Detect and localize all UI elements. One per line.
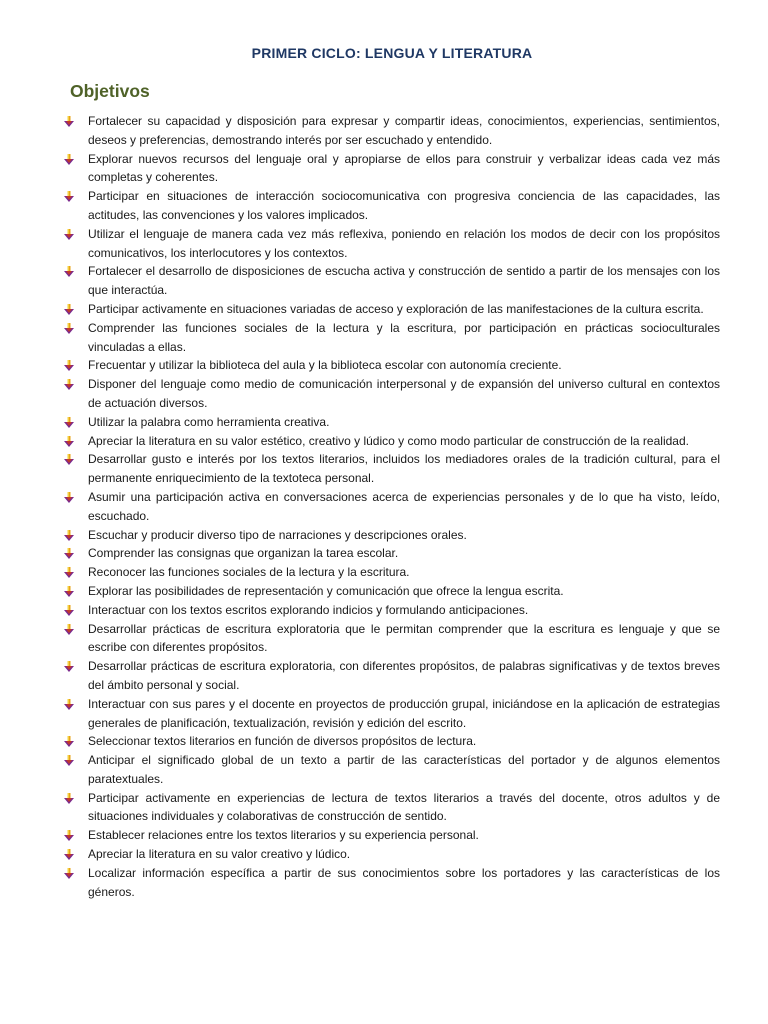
arrow-bullet-icon	[64, 266, 74, 277]
objective-text: Frecuentar y utilizar la biblioteca del aula y la biblioteca escolar con autonomía creciente.	[88, 358, 562, 373]
objective-text: Desarrollar gusto e interés por los textos literarios, incluidos los mediadores orales de la tradición cultural, para el permanente enriquecimiento de la textoteca personal.	[88, 452, 720, 486]
list-item	[64, 751, 720, 789]
objective-text: Apreciar la literatura en su valor estético, creativo y lúdico y como modo particular de construcción de la realidad.	[88, 433, 689, 448]
objective-text: Apreciar la literatura en su valor creativo y lúdico.	[88, 847, 351, 862]
objective-text: Reconocer las funciones sociales de la lectura y la escritura.	[88, 565, 410, 580]
arrow-bullet-icon	[64, 567, 74, 578]
list-item	[64, 695, 720, 733]
arrow-bullet-icon	[64, 323, 74, 334]
objective-text: Establecer relaciones entre los textos literarios y su experiencia personal.	[88, 828, 479, 843]
arrow-bullet-icon	[64, 360, 74, 371]
objective-text: Explorar nuevos recursos del lenguaje oral y apropiarse de ellos para construir y verbalizar ideas cada vez más completas y coherentes.	[88, 151, 720, 185]
objective-text: Asumir una participación activa en conversaciones acerca de experiencias personales y de lo que ha visto, leído, escuchado.	[88, 489, 720, 523]
objective-text: Participar activamente en situaciones variadas de acceso y exploración de las manifestaciones de la cultura escrita.	[88, 301, 704, 316]
objectives-list	[64, 112, 720, 901]
list-item	[64, 356, 720, 375]
arrow-bullet-icon	[64, 849, 74, 860]
arrow-bullet-icon	[64, 530, 74, 541]
arrow-bullet-icon	[64, 624, 74, 635]
list-item	[64, 582, 720, 601]
list-item	[64, 657, 720, 695]
objective-text: Participar activamente en experiencias de lectura de textos literarios a través del docente, otros adultos y de situaciones individuales y colaborativas de construcción de sentido.	[88, 790, 720, 824]
objective-text: Interactuar con los textos escritos explorando indicios y formulando anticipaciones.	[88, 602, 529, 617]
objective-text: Fortalecer su capacidad y disposición para expresar y compartir ideas, conocimientos, experiencias, sentimientos, deseos y preferencias, demostrando interés por ser escuchado y entendido.	[88, 114, 720, 147]
arrow-bullet-icon	[64, 154, 74, 165]
arrow-bullet-icon	[64, 379, 74, 390]
arrow-bullet-icon	[64, 793, 74, 804]
arrow-bullet-icon	[64, 699, 74, 710]
objective-text: Comprender las funciones sociales de la lectura y la escritura, por participación en prácticas socioculturales vinculadas a ellas.	[88, 320, 720, 354]
objective-text: Anticipar el significado global de un texto a partir de las características del portador y de algunos elementos paratextuales.	[88, 753, 720, 786]
arrow-bullet-icon	[64, 830, 74, 841]
objective-text: Disponer del lenguaje como medio de comunicación interpersonal y de expansión del universo cultural en contextos de actuación diversos.	[88, 377, 720, 410]
list-item	[64, 601, 720, 620]
objective-text: Utilizar el lenguaje de manera cada vez más reflexiva, poniendo en relación los modos de decir con los propósitos comunicativos, los interlocutores y los contextos.	[88, 226, 720, 260]
list-item	[64, 789, 720, 827]
arrow-bullet-icon	[64, 417, 74, 428]
list-item	[64, 150, 720, 188]
arrow-bullet-icon	[64, 661, 74, 672]
arrow-bullet-icon	[64, 736, 74, 747]
list-item	[64, 112, 720, 150]
objective-text: Participar en situaciones de interacción sociocomunicativa con progresiva conciencia de las capacidades, las actitudes, las convenciones y los valores implicados.	[88, 189, 720, 222]
list-item	[64, 450, 720, 488]
arrow-bullet-icon	[64, 229, 74, 240]
page-title: PRIMER CICLO: LENGUA Y LITERATURA	[251, 45, 533, 61]
objective-text: Utilizar la palabra como herramienta creativa.	[88, 414, 330, 429]
list-item	[64, 526, 720, 545]
objective-text: Seleccionar textos literarios en función de diversos propósitos de lectura.	[88, 734, 477, 749]
list-item	[64, 864, 720, 902]
list-item	[64, 845, 720, 864]
list-item	[64, 620, 720, 658]
arrow-bullet-icon	[64, 304, 74, 315]
list-item	[64, 563, 720, 582]
objective-text: Interactuar con sus pares y el docente en proyectos de producción grupal, iniciándose en la aplicación de estrategias generales de planificación, textualización, revisión y edición del escrito.	[88, 696, 720, 730]
arrow-bullet-icon	[64, 436, 74, 447]
objective-text: Desarrollar prácticas de escritura exploratoria, con diferentes propósitos, de palabras significativas y de textos breves del ámbito personal y social.	[88, 659, 720, 692]
arrow-bullet-icon	[64, 548, 74, 559]
list-item	[64, 319, 720, 357]
arrow-bullet-icon	[64, 191, 74, 202]
arrow-bullet-icon	[64, 492, 74, 503]
section-heading: Objetivos	[70, 81, 150, 101]
objective-text: Comprender las consignas que organizan la tarea escolar.	[88, 546, 399, 561]
list-item	[64, 300, 720, 319]
objective-text: Explorar las posibilidades de representación y comunicación que ofrece la lengua escrita.	[88, 583, 564, 598]
list-item	[64, 375, 720, 413]
objective-text: Fortalecer el desarrollo de disposiciones de escucha activa y construcción de sentido a partir de los mensajes con los que interactúa.	[88, 264, 720, 298]
arrow-bullet-icon	[64, 755, 74, 766]
list-item	[64, 187, 720, 225]
list-item	[64, 732, 720, 751]
list-item	[64, 488, 720, 526]
arrow-bullet-icon	[64, 605, 74, 616]
list-item	[64, 262, 720, 300]
objective-text: Escuchar y producir diverso tipo de narraciones y descripciones orales.	[88, 527, 467, 542]
arrow-bullet-icon	[64, 868, 74, 879]
list-item	[64, 432, 720, 451]
list-item	[64, 544, 720, 563]
list-item	[64, 225, 720, 263]
arrow-bullet-icon	[64, 454, 74, 465]
list-item	[64, 413, 720, 432]
arrow-bullet-icon	[64, 116, 74, 127]
arrow-bullet-icon	[64, 586, 74, 597]
list-item	[64, 826, 720, 845]
objective-text: Localizar información específica a partir de sus conocimientos sobre los portadores y las características de los géneros.	[88, 865, 720, 899]
objective-text: Desarrollar prácticas de escritura exploratoria que le permitan comprender que la escritura es lenguaje y que se escribe con diferentes propósitos.	[88, 621, 720, 655]
